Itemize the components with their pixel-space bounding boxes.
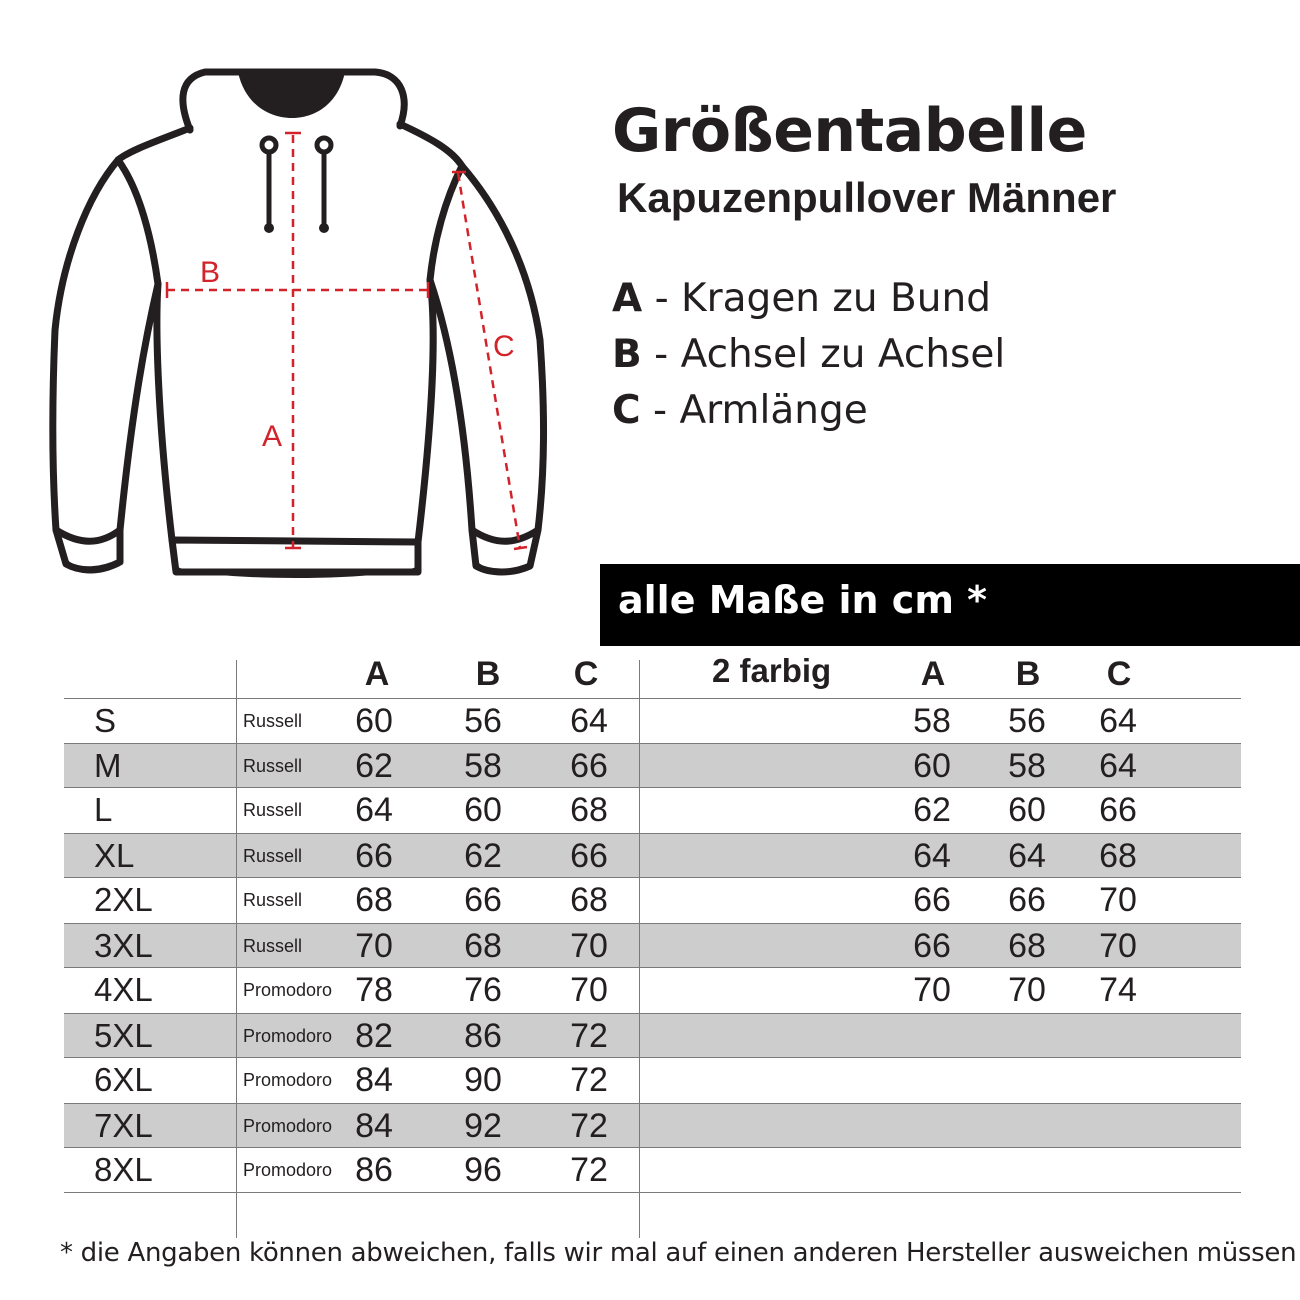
measure-value: 68	[570, 881, 608, 919]
measure-value: 74	[1099, 971, 1137, 1009]
row-divider	[64, 1192, 1241, 1193]
measure-value: 70	[355, 927, 393, 965]
measure-value: 68	[570, 791, 608, 829]
measure-value: 86	[355, 1151, 393, 1189]
size-label: XL	[94, 837, 135, 874]
measure-value: 70	[913, 971, 951, 1009]
header-a-two-color: A	[920, 655, 946, 693]
measure-value: 72	[570, 1107, 608, 1145]
page-subtitle: Kapuzenpullover Männer	[617, 174, 1117, 221]
measure-value	[1078, 1014, 1158, 1058]
brand-label: Promodoro	[243, 1116, 333, 1136]
measure-value: 60	[464, 791, 502, 829]
header-b-two-color: B	[1015, 655, 1041, 693]
measure-value: 62	[913, 791, 951, 829]
measure-value: 60	[913, 747, 951, 785]
measure-value: 76	[464, 971, 502, 1009]
measure-value: 66	[913, 927, 951, 965]
measure-value: 84	[355, 1061, 393, 1099]
measure-value: 60	[355, 702, 393, 740]
header-b: B	[475, 655, 501, 693]
measure-value: 60	[1008, 791, 1046, 829]
brand-label: Promodoro	[243, 980, 333, 1000]
measure-value: 68	[1008, 927, 1046, 965]
measure-value: 64	[1008, 837, 1046, 875]
size-label: 5XL	[94, 1017, 153, 1054]
measure-value: 66	[1008, 881, 1046, 919]
measure-value: 70	[1099, 927, 1137, 965]
measure-value: 64	[913, 837, 951, 875]
measure-value: 64	[355, 791, 393, 829]
size-label: M	[94, 747, 122, 784]
page-title: Größentabelle	[612, 96, 1087, 166]
measure-value	[892, 1014, 972, 1058]
size-label: S	[94, 702, 117, 739]
measure-value: 66	[1099, 791, 1137, 829]
measure-value: 56	[1008, 702, 1046, 740]
header-c: C	[573, 655, 599, 693]
measure-value: 78	[355, 971, 393, 1009]
measure-value: 58	[1008, 747, 1046, 785]
measure-value	[1078, 1058, 1158, 1102]
measure-value: 68	[355, 881, 393, 919]
size-label: 6XL	[94, 1061, 153, 1098]
measure-value	[987, 1014, 1067, 1058]
measure-value: 66	[913, 881, 951, 919]
hoodie-illustration	[40, 60, 580, 590]
measure-value: 62	[355, 747, 393, 785]
header-a: A	[364, 655, 390, 693]
header-two-color: 2 farbig	[712, 652, 832, 689]
size-label: 3XL	[94, 927, 153, 964]
brand-label: Promodoro	[243, 1070, 333, 1090]
size-label: L	[94, 791, 113, 828]
measure-label-b: B	[200, 256, 221, 289]
brand-label: Promodoro	[243, 1160, 333, 1180]
measure-value	[892, 1148, 972, 1192]
brand-label: Promodoro	[243, 1026, 333, 1046]
measure-value: 66	[570, 747, 608, 785]
measure-value	[987, 1148, 1067, 1192]
measure-value: 56	[464, 702, 502, 740]
header-c-two-color: C	[1106, 655, 1132, 693]
legend-item-b: B - Achsel zu Achsel	[612, 332, 1006, 377]
measure-value: 70	[570, 971, 608, 1009]
size-label: 2XL	[94, 881, 153, 918]
measure-value: 72	[570, 1061, 608, 1099]
measure-value	[892, 1104, 972, 1148]
column-divider	[236, 660, 237, 1238]
measure-value: 64	[1099, 747, 1137, 785]
measure-label-a: A	[262, 420, 283, 453]
brand-label: Russell	[243, 756, 303, 776]
measure-value	[987, 1104, 1067, 1148]
footnote: * die Angaben können abweichen, falls wir mal auf einen anderen Hersteller ausweichen müssen	[60, 1238, 1297, 1268]
measure-value	[892, 1058, 972, 1102]
size-label: 4XL	[94, 971, 153, 1008]
measure-value: 70	[570, 927, 608, 965]
measure-value	[987, 1058, 1067, 1102]
unit-note: alle Maße in cm *	[618, 578, 988, 622]
brand-label: Russell	[243, 890, 303, 910]
measure-value: 90	[464, 1061, 502, 1099]
measure-value: 64	[1099, 702, 1137, 740]
measure-value: 72	[570, 1151, 608, 1189]
measure-value: 92	[464, 1107, 502, 1145]
measure-value: 86	[464, 1017, 502, 1055]
size-label: 8XL	[94, 1151, 153, 1188]
column-divider	[639, 660, 640, 1238]
brand-label: Russell	[243, 846, 303, 866]
brand-label: Russell	[243, 936, 303, 956]
measure-value: 58	[464, 747, 502, 785]
legend-item-a: A - Kragen zu Bund	[612, 276, 991, 321]
measure-value	[1078, 1148, 1158, 1192]
measure-value: 62	[464, 837, 502, 875]
measure-value	[1078, 1104, 1158, 1148]
measure-value: 70	[1008, 971, 1046, 1009]
brand-label: Russell	[243, 800, 303, 820]
measure-value: 66	[355, 837, 393, 875]
legend-item-c: C - Armlänge	[612, 388, 868, 433]
measure-value: 70	[1099, 881, 1137, 919]
measure-value: 72	[570, 1017, 608, 1055]
measure-value: 58	[913, 702, 951, 740]
measure-value: 84	[355, 1107, 393, 1145]
measure-value: 68	[1099, 837, 1137, 875]
measure-value: 66	[464, 881, 502, 919]
measure-value: 64	[570, 702, 608, 740]
measure-value: 96	[464, 1151, 502, 1189]
measure-label-c: C	[493, 330, 515, 363]
measure-value: 66	[570, 837, 608, 875]
measure-value: 68	[464, 927, 502, 965]
brand-label: Russell	[243, 711, 303, 731]
size-label: 7XL	[94, 1107, 153, 1144]
measure-value: 82	[355, 1017, 393, 1055]
